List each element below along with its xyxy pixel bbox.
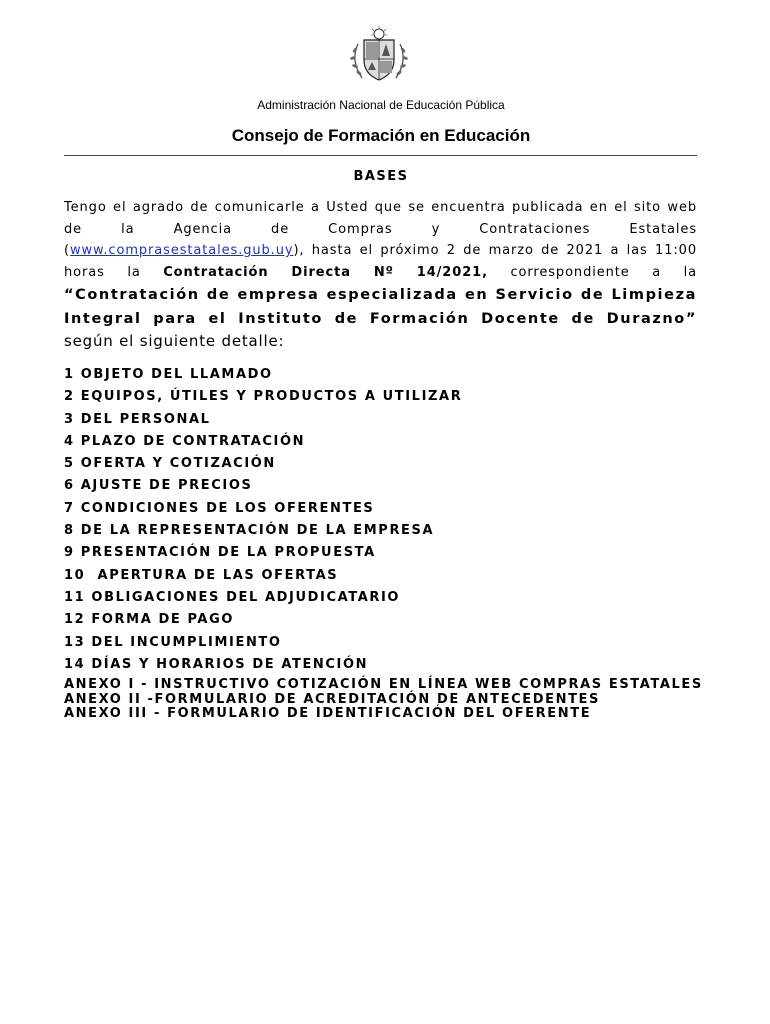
list-item: 7 CONDICIONES DE LOS OFERENTES: [64, 500, 375, 516]
header-divider: [64, 155, 697, 156]
organization-name: Administración Nacional de Educación Pública: [257, 98, 505, 112]
intro-text-3: correspondiente a la: [487, 264, 697, 280]
list-item: 14 DÍAS Y HORARIOS DE ATENCIÓN: [64, 656, 369, 672]
list-item: 5 OFERTA Y COTIZACIÓN: [64, 456, 276, 472]
list-item: 3 DEL PERSONAL: [64, 411, 211, 427]
document-title: BASES: [353, 169, 409, 184]
contract-title: “Contratación de empresa especializada en Servicio de Limpieza Integral para el Instituto de Formación Docente de Durazno”: [64, 287, 697, 327]
council-title: Consejo de Formación en Educación: [231, 126, 531, 145]
list-item: 8 DE LA REPRESENTACIÓN DE LA EMPRESA: [64, 523, 435, 539]
coat-of-arms-icon: [344, 26, 414, 84]
list-item: 10 APERTURA DE LAS OFERTAS: [64, 567, 339, 583]
list-item: 9 PRESENTACIÓN DE LA PROPUESTA: [64, 545, 376, 561]
intro-text-1: Tengo el agrado de comunicarle a Usted que se encuentra publicada en el sito web de la Agencia de Compras y Contrataciones Estatales (: [64, 200, 697, 258]
annex-item: ANEXO I - INSTRUCTIVO COTIZACIÓN EN LÍNEA WEB COMPRAS ESTATALES: [64, 677, 703, 692]
intro-text-2: ), hasta el próximo 2 de marzo de 2021 a las 11:00 horas la: [64, 243, 697, 280]
compras-estatales-link[interactable]: www.comprasestatales.gub.uy: [69, 243, 294, 258]
list-item: 11 OBLIGACIONES DEL ADJUDICATARIO: [64, 589, 401, 605]
annexes-list: [64, 678, 704, 722]
list-item: 13 DEL INCUMPLIMIENTO: [64, 634, 282, 650]
list-item: 12 FORMA DE PAGO: [64, 612, 234, 628]
list-item: 4 PLAZO DE CONTRATACIÓN: [64, 433, 306, 449]
intro-text-4: según el siguiente detalle:: [64, 332, 285, 350]
contract-reference: Contratación Directa Nº 14/2021,: [163, 264, 488, 280]
annex-item: ANEXO II -FORMULARIO DE ACREDITACIÓN DE ANTECEDENTES: [64, 691, 600, 707]
list-item: 1 OBJETO DEL LLAMADO: [64, 367, 273, 382]
intro-paragraph: [64, 197, 697, 354]
list-item: 6 AJUSTE DE PRECIOS: [64, 478, 253, 494]
list-item: 2 EQUIPOS, ÚTILES Y PRODUCTOS A UTILIZAR: [64, 389, 463, 405]
sections-list: [64, 364, 704, 676]
annex-item: ANEXO III - FORMULARIO DE IDENTIFICACIÓN DEL OFERENTE: [64, 706, 592, 721]
